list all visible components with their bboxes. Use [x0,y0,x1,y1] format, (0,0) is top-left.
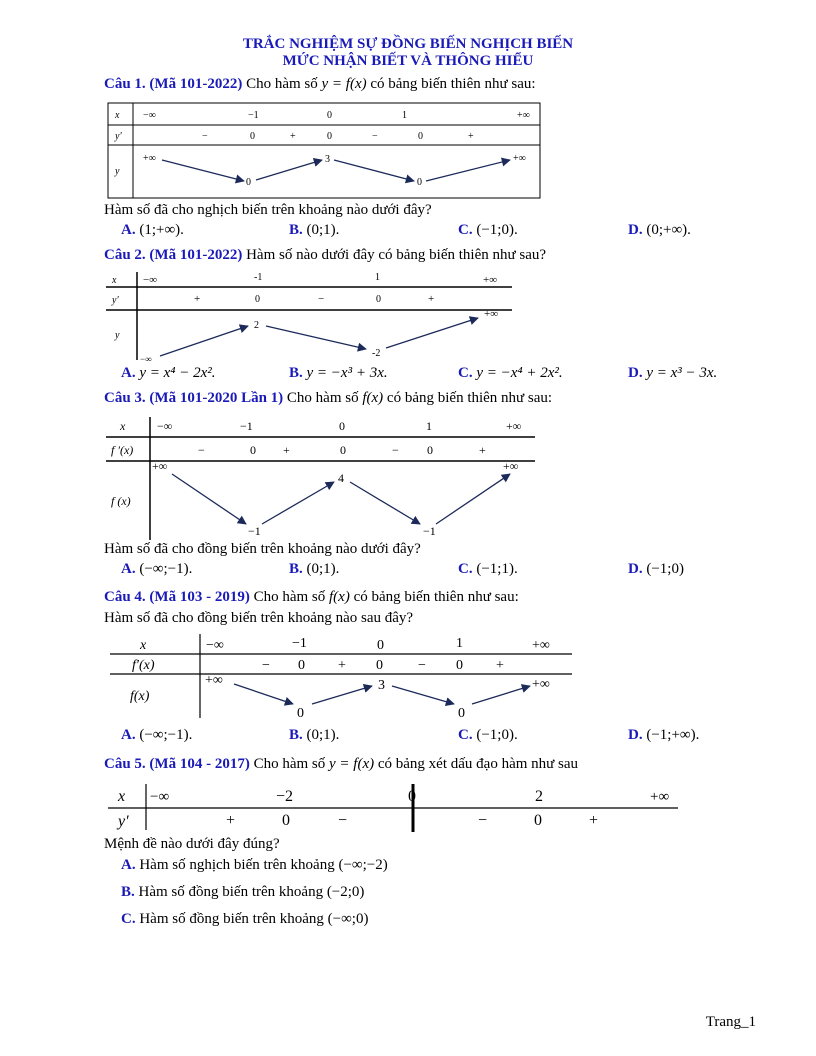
q1-y-val: 0 [246,177,251,188]
q1-x-val: −1 [248,110,259,121]
q2-sign: 0 [376,294,381,305]
question-5-table [108,784,678,832]
question-4-text-a: Cho hàm số [253,589,326,605]
q3-arrow [436,474,510,524]
q3-option-b[interactable]: B. (0;1). [289,561,340,577]
q5-sign: − [478,812,488,829]
q3-sign: 0 [427,443,433,457]
q1-option-a[interactable]: A. (1;+∞). [121,222,184,238]
q4-option-d[interactable]: D. (−1;+∞). [628,727,700,743]
question-4-label: Câu 4. (Mã 103 - 2019) [104,589,250,605]
document-title: TRẮC NGHIỆM SỰ ĐỒNG BIẾN NGHỊCH BIẾN [242,36,574,52]
q5-sign: 0 [534,812,542,829]
q5-sign: − [338,812,348,829]
q3-y-val: −1 [423,524,436,538]
q1-row-y-label: y [115,166,120,177]
q3-arrow [350,482,420,524]
question-3-text-b: có bảng biến thiên như sau: [386,390,553,406]
question-2-header [104,247,546,264]
q3-arrow [262,482,334,524]
q1-y-val: +∞ [513,153,526,164]
q3-x-val: −∞ [157,419,173,433]
question-3-prompt: Hàm số đã cho đồng biến trên khoảng nào dưới đây? [104,541,421,557]
q4-option-a[interactable]: A. (−∞;−1). [121,727,193,743]
q1-arrow [334,160,414,181]
q4-option-b[interactable]: B. (0;1). [289,727,340,743]
page-number: Trang_1 [705,1014,756,1030]
question-1-text-a: Cho hàm số [246,76,318,92]
q4-sign: + [496,658,504,673]
document-subtitle: MỨC NHẬN BIẾT VÀ THÔNG HIỂU [282,53,534,69]
question-5-func: y = f(x) [329,756,375,772]
q4-sign: − [262,658,270,673]
q3-row-f-label: f (x) [111,494,131,508]
q1-sign: 0 [418,131,423,142]
q4-arrow [312,686,372,704]
question-5-prompt: Mệnh đề nào dưới đây đúng? [104,836,280,852]
q3-sign: 0 [340,443,346,457]
q4-sign: + [338,658,346,673]
q2-row-x-label: x [112,275,117,286]
question-4-text-b: có bảng biến thiên như sau: [353,589,519,605]
q2-arrow [266,326,366,349]
q2-sign: − [318,293,325,305]
q3-sign: − [392,443,399,457]
question-5-text-a: Cho hàm số [253,756,326,772]
question-1-text-b: có bảng biến thiên như sau: [370,76,536,92]
q3-x-val: 1 [426,419,432,433]
q1-option-b[interactable]: B. (0;1). [289,222,340,238]
question-3-header [104,390,552,407]
q1-arrow [256,160,322,180]
q4-sign: 0 [298,658,305,673]
q3-row-fp-label: f ′(x) [111,443,134,457]
q4-row-fp-label: f′(x) [132,658,155,673]
q3-y-val: +∞ [503,459,519,473]
q1-y-val: 3 [325,154,330,165]
q2-option-a[interactable]: A. y = x⁴ − 2x². [121,365,216,381]
question-3-func: f(x) [362,390,384,406]
question-5-header [104,756,578,773]
question-4-func: f(x) [329,589,350,605]
question-2-label: Câu 2. (Mã 101-2022) [104,247,243,263]
question-5-label: Câu 5. (Mã 104 - 2017) [104,756,250,772]
q2-arrow [160,326,248,356]
q2-option-c[interactable]: C. y = −x⁴ + 2x². [458,365,563,381]
q4-arrow [392,686,454,704]
q4-sign: 0 [376,658,383,673]
question-2-text: Hàm số nào dưới đây có bảng biến thiên như sau? [246,247,547,263]
q5-option-c[interactable]: C. Hàm số đồng biến trên khoảng (−∞;0) [121,911,369,927]
q1-sign: − [202,131,208,142]
q1-row-yp-label: y' [115,131,122,142]
q1-x-val: 0 [327,110,332,121]
q2-y-val: -2 [372,348,381,359]
q2-y-val: +∞ [484,308,499,320]
q4-x-val: 0 [377,638,384,653]
q1-option-c[interactable]: C. (−1;0). [458,222,518,238]
q4-arrow [472,686,530,704]
q4-y-val: 3 [378,678,385,693]
q4-x-val: 1 [456,636,463,651]
q2-option-b[interactable]: B. y = −x³ + 3x. [289,365,388,381]
question-5-text-b: có bảng xét dấu đạo hàm như sau [377,756,579,772]
q4-y-val: +∞ [205,673,223,688]
q4-y-val: +∞ [532,677,550,692]
question-4-table [110,634,572,721]
q1-arrow [162,160,244,181]
q3-sign: + [479,443,486,457]
q1-sign: − [372,131,378,142]
q4-x-val: +∞ [532,638,550,653]
q4-option-c[interactable]: C. (−1;0). [458,727,518,743]
q1-row-x-label: x [115,110,120,121]
question-3-table [106,417,535,540]
q5-sign: 0 [282,812,290,829]
q4-x-val: −1 [292,636,307,651]
q1-x-val: 1 [402,110,407,121]
q2-y-val: −∞ [140,354,152,364]
q5-x-val: −∞ [150,789,170,805]
q2-arrow [386,318,478,348]
q2-row-yp-label: y' [112,295,119,306]
question-2-table [106,272,512,364]
q3-option-c[interactable]: C. (−1;1). [458,561,518,577]
q3-x-val: 0 [339,419,345,433]
q5-x-val: −2 [276,788,294,805]
q4-sign: 0 [456,658,463,673]
q3-y-val: −1 [248,524,261,538]
q3-option-a[interactable]: A. (−∞;−1). [121,561,193,577]
question-3-text-a: Cho hàm số [286,390,359,406]
q3-x-val: −1 [240,419,253,433]
q5-option-b[interactable]: B. Hàm số đồng biến trên khoảng (−2;0) [121,884,365,900]
q1-x-val: −∞ [143,110,156,121]
question-4-prompt: Hàm số đã cho đồng biến trên khoảng nào sau đây? [104,610,414,626]
q1-arrow [426,160,510,181]
q5-sign: + [226,812,236,829]
q2-sign: 0 [255,294,260,305]
q4-row-x-label: x [140,638,147,653]
question-1-table [108,103,540,198]
q1-y-val: +∞ [143,153,156,164]
q3-y-val: +∞ [152,459,168,473]
q1-sign: + [290,131,296,142]
q2-sign: + [194,293,201,305]
q3-y-val: 4 [338,471,344,485]
q5-sign: + [589,812,599,829]
q3-x-val: +∞ [506,419,522,433]
q3-row-x-label: x [120,419,126,433]
q1-sign: 0 [250,131,255,142]
q4-sign: − [418,658,426,673]
q2-x-val: +∞ [483,274,498,286]
q1-y-val: 0 [417,177,422,188]
q1-sign: + [468,131,474,142]
q2-y-val: 2 [254,320,259,331]
q3-option-d[interactable]: D. (−1;0) [628,561,684,577]
q3-arrow [172,474,246,524]
q3-sign: − [198,443,205,457]
q3-sign: 0 [250,443,256,457]
q5-row-yp-label: y′ [118,813,129,830]
question-1-func: y = f(x) [321,76,367,92]
q2-x-val: −∞ [143,274,158,286]
question-4-header [104,589,519,606]
q2-x-val: -1 [254,272,263,283]
q5-x-val: 2 [535,788,543,805]
q5-x-val: +∞ [650,789,670,805]
q4-y-val: 0 [458,706,465,721]
q1-x-val: +∞ [517,110,530,121]
q5-row-x-label: x [118,788,126,805]
q2-sign: + [428,293,435,305]
q1-option-d[interactable]: D. (0;+∞). [628,222,691,238]
q5-x-val: 0 [408,788,416,805]
question-1-prompt: Hàm số đã cho nghịch biến trên khoảng nào dưới đây? [104,202,432,218]
q1-sign: 0 [327,131,332,142]
q4-row-f-label: f(x) [130,689,150,704]
q2-x-val: 1 [375,272,380,283]
q4-arrow [234,684,293,704]
question-1-label: Câu 1. (Mã 101-2022) [104,76,243,92]
q5-option-a[interactable]: A. Hàm số nghịch biến trên khoảng (−∞;−2) [121,857,388,873]
q4-x-val: −∞ [206,638,224,653]
q2-row-y-label: y [115,330,120,341]
question-3-label: Câu 3. (Mã 101-2020 Lần 1) [104,390,284,406]
q3-sign: + [283,443,290,457]
q2-option-d[interactable]: D. y = x³ − 3x. [628,365,718,381]
q4-y-val: 0 [297,706,304,721]
